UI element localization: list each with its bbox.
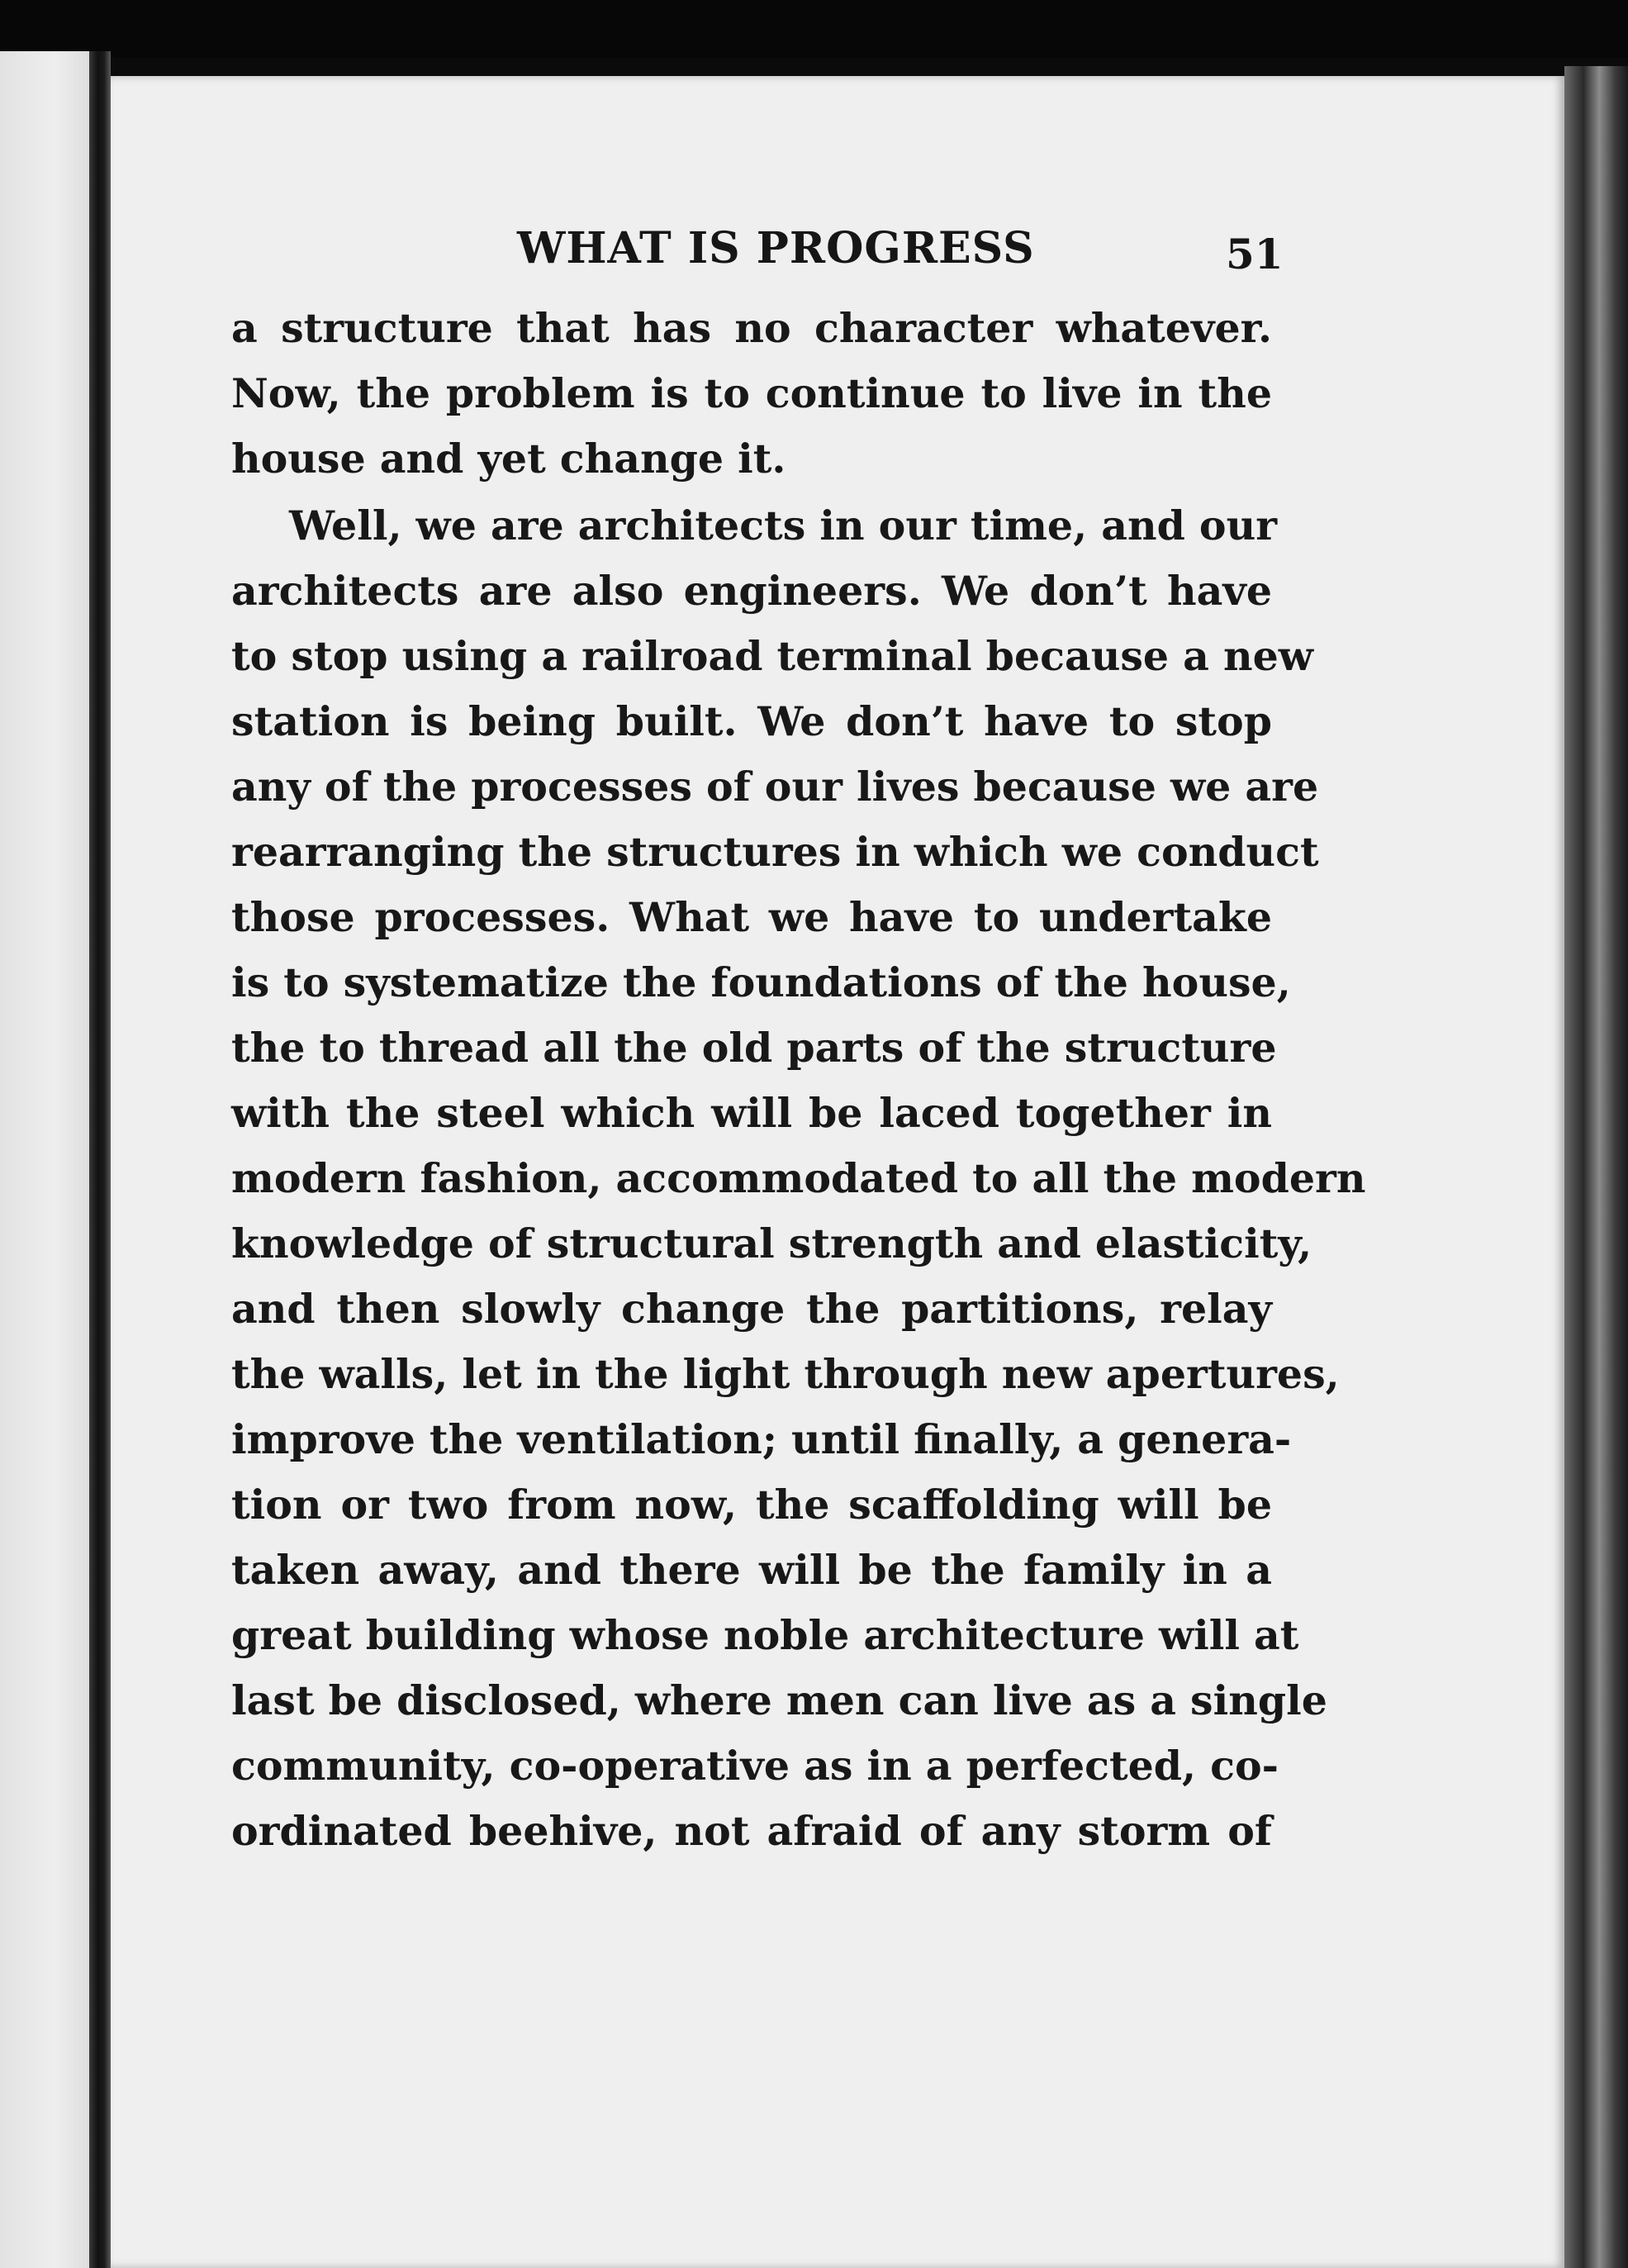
- text-line: tion or two from now, the scaffolding will be: [231, 1481, 1272, 1529]
- text-line: improve the ventilation; until finally, a genera-: [231, 1415, 1292, 1463]
- text-line: any of the processes of our lives because we are: [231, 763, 1319, 811]
- page-stack-edge: [1564, 66, 1628, 2268]
- text-line: house and yet change it.: [231, 435, 786, 483]
- text-line: a structure that has no character whatever.: [231, 304, 1272, 352]
- page-number: 51: [1226, 230, 1284, 278]
- text-line: and then slowly change the partitions, relay: [231, 1285, 1272, 1333]
- text-line: knowledge of structural strength and elasticity,: [231, 1220, 1312, 1267]
- facing-page-edge: [0, 51, 93, 2268]
- text-line: to stop using a railroad terminal because a new: [231, 632, 1313, 680]
- text-line: the to thread all the old parts of the structure: [231, 1024, 1277, 1072]
- text-line: taken away, and there will be the family in a: [231, 1546, 1272, 1594]
- text-line: with the steel which will be laced together in: [231, 1089, 1272, 1137]
- film-border-top: [0, 0, 1628, 58]
- text-line: rearranging the structures in which we conduct: [231, 828, 1319, 876]
- text-line: community, co-operative as in a perfected, co-: [231, 1742, 1279, 1790]
- text-line: the walls, let in the light through new apertures,: [231, 1350, 1340, 1398]
- text-line: ordinated beehive, not afraid of any storm of: [231, 1807, 1272, 1855]
- book-gutter: [89, 51, 111, 2268]
- text-line: great building whose noble architecture will at: [231, 1611, 1299, 1659]
- chapter-title: WHAT IS PROGRESS: [517, 223, 1035, 273]
- text-line: Well, we are architects in our time, and our: [289, 502, 1278, 549]
- text-line: modern fashion, accommodated to all the modern: [231, 1154, 1366, 1202]
- text-line: is to systematize the foundations of the house,: [231, 958, 1291, 1006]
- running-head: [0, 223, 1628, 281]
- body-text: [231, 296, 1366, 1864]
- text-line: those processes. What we have to undertake: [231, 893, 1272, 941]
- text-line: last be disclosed, where men can live as a single: [231, 1676, 1327, 1724]
- text-line: architects are also engineers. We don’t have: [231, 567, 1272, 615]
- text-line: station is being built. We don’t have to stop: [231, 697, 1272, 745]
- text-line: Now, the problem is to continue to live in the: [231, 369, 1272, 417]
